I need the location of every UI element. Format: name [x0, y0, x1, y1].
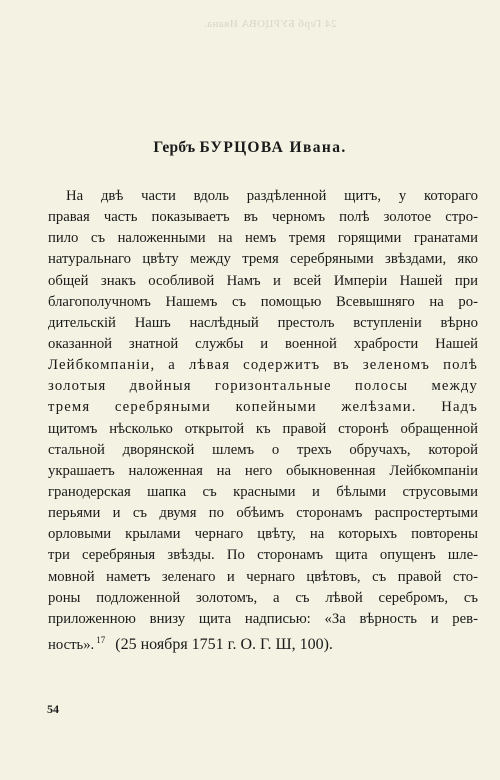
bleed-through-text: 24 Герб БУРЦОВА Ивана.: [203, 18, 337, 30]
text-line-last: [48, 630, 478, 651]
text-line: натуральнаго цвѣту между тремя серебряными звѣздами, яко: [48, 251, 478, 268]
text-line: стальной дворянской шлемъ о трехъ обручахъ, которой: [48, 441, 478, 458]
text-line: золотыя двойныя горизонтальные полосы между: [48, 378, 478, 395]
title-name: БУРЦОВА Ивана.: [199, 139, 347, 156]
text-line: гранодерская шапка съ красными и бѣлыми струсовыми: [48, 483, 478, 500]
text-line: На двѣ части вдоль раздѣленной щитъ, у котораго: [66, 188, 478, 204]
text-line: три серебряныя звѣзды. По сторонамъ щита опущенъ шле-: [48, 547, 478, 564]
text-line: роны подложенной золотомъ, а съ лѣвой серебромъ, съ: [48, 589, 478, 606]
text-line: благополучномъ Нашемъ съ помощью Всевышняго на ро-: [48, 293, 478, 310]
text-line: украшаетъ наложенная на него обыкновенная Лейбкомпаніи: [48, 462, 478, 479]
text-line: пило съ наложенными на немъ тремя горящими гранатами: [48, 230, 478, 247]
text-line: щитомъ нѣсколько открытой къ правой сторонѣ обращенной: [48, 420, 478, 437]
citation: (25 ноября 1751 г. О. Г. Ш, 100).: [115, 635, 333, 653]
last-line-text: ность».: [48, 636, 95, 653]
text-line: Лейбкомпаніи, а лѣвая содержитъ въ зеленомъ полѣ: [48, 357, 478, 374]
text-line: перьями и съ двумя по обѣимъ сторонамъ распростертыми: [48, 505, 478, 522]
text-line: орловыми крылами чернаго цвѣту, на которыхъ повторены: [48, 526, 478, 543]
title-prefix: Гербъ: [153, 139, 196, 156]
text-line: мовной наметъ зеленаго и чернаго цвѣтовъ, съ правой сто-: [48, 568, 478, 585]
text-line: тремя серебряными копейными желѣзами. Надъ: [48, 399, 478, 416]
text-line: общей знакъ особливой Намъ и всей Имперіи Нашей при: [48, 272, 478, 289]
text-line: приложенною внизу щита надписью: «За вѣрность и рев-: [48, 610, 478, 627]
page-title: [0, 139, 500, 157]
text-line: правая часть показываетъ въ черномъ полѣ золотое стро-: [48, 209, 478, 226]
text-line: дительскій Нашъ наслѣдный престолъ вступленіи вѣрно: [48, 314, 478, 331]
footnote-marker: 17: [96, 634, 106, 645]
text-line: оказанной знатной службы и военной храбрости Нашей: [48, 335, 478, 352]
body-paragraph: [48, 186, 478, 651]
page-number: 54: [47, 702, 59, 716]
